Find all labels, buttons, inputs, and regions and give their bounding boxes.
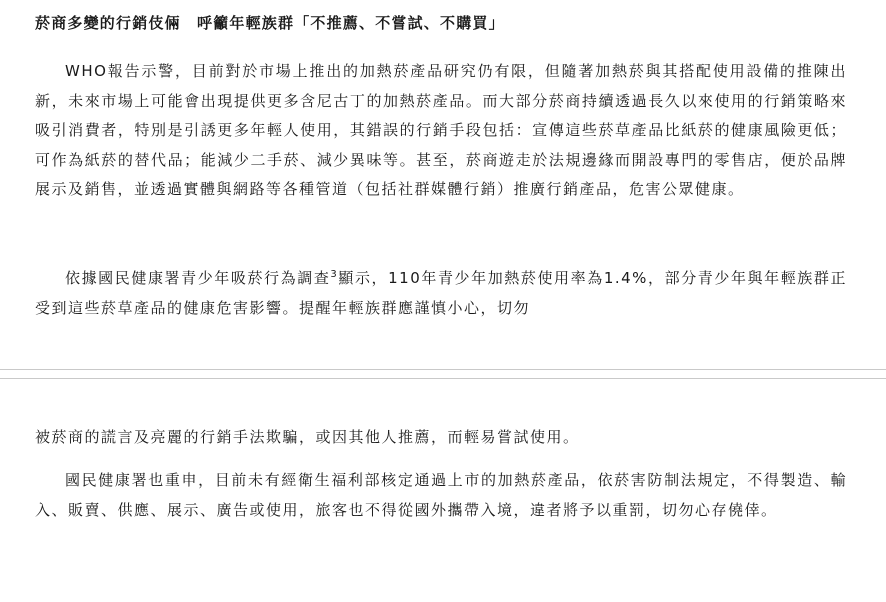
paragraph-youth-survey	[35, 264, 847, 323]
page-break-line-bottom	[0, 378, 886, 379]
page-break-line-top	[0, 369, 886, 370]
footnote-marker: 3	[330, 269, 339, 280]
paragraph-who-report: WHO報告示警，目前對於市場上推出的加熱菸產品研究仍有限，但隨著加熱菸與其搭配使用設備的推陳出新，未來市場上可能會出現提供更多含尼古丁的加熱菸產品。而大部分菸商持續透過長久以來使用的行銷策略來吸引消費者，特別是引誘更多年輕人使用，其錯誤的行銷手段包括：宣傳這些菸草產品比紙菸的健康風險更低；可作為紙菸的替代品；能減少二手菸、減少異味等。甚至，菸商遊走於法規邊緣而開設專門的零售店，便於品牌展示及銷售，並透過實體與網路等各種管道（包括社群媒體行銷）推廣行銷產品，危害公眾健康。	[35, 62, 847, 198]
paragraph-youth-survey-text-end: 顯示，110年青少年加熱菸使用率為1.4%，部分青少年與年輕族群正受到這些菸草產品的健康危害影響。提醒年輕族群應謹慎小心，切勿	[35, 269, 847, 317]
paragraph-youth-survey-text-start: 依據國民健康署青少年吸菸行為調查	[65, 269, 331, 287]
article-headline: 菸商多變的行銷伎倆 呼籲年輕族群「不推薦、不嘗試、不購買」	[35, 14, 505, 32]
paragraph-regulation-notice: 國民健康署也重申，目前未有經衛生福利部核定通過上市的加熱菸產品，依菸害防制法規定，不得製造、輸入、販賣、供應、展示、廣告或使用，旅客也不得從國外攜帶入境，違者將予以重罰，切勿心存僥倖。	[35, 471, 847, 519]
paragraph-continuation: 被菸商的謊言及亮麗的行銷手法欺騙，或因其他人推薦，而輕易嘗試使用。	[35, 428, 580, 446]
